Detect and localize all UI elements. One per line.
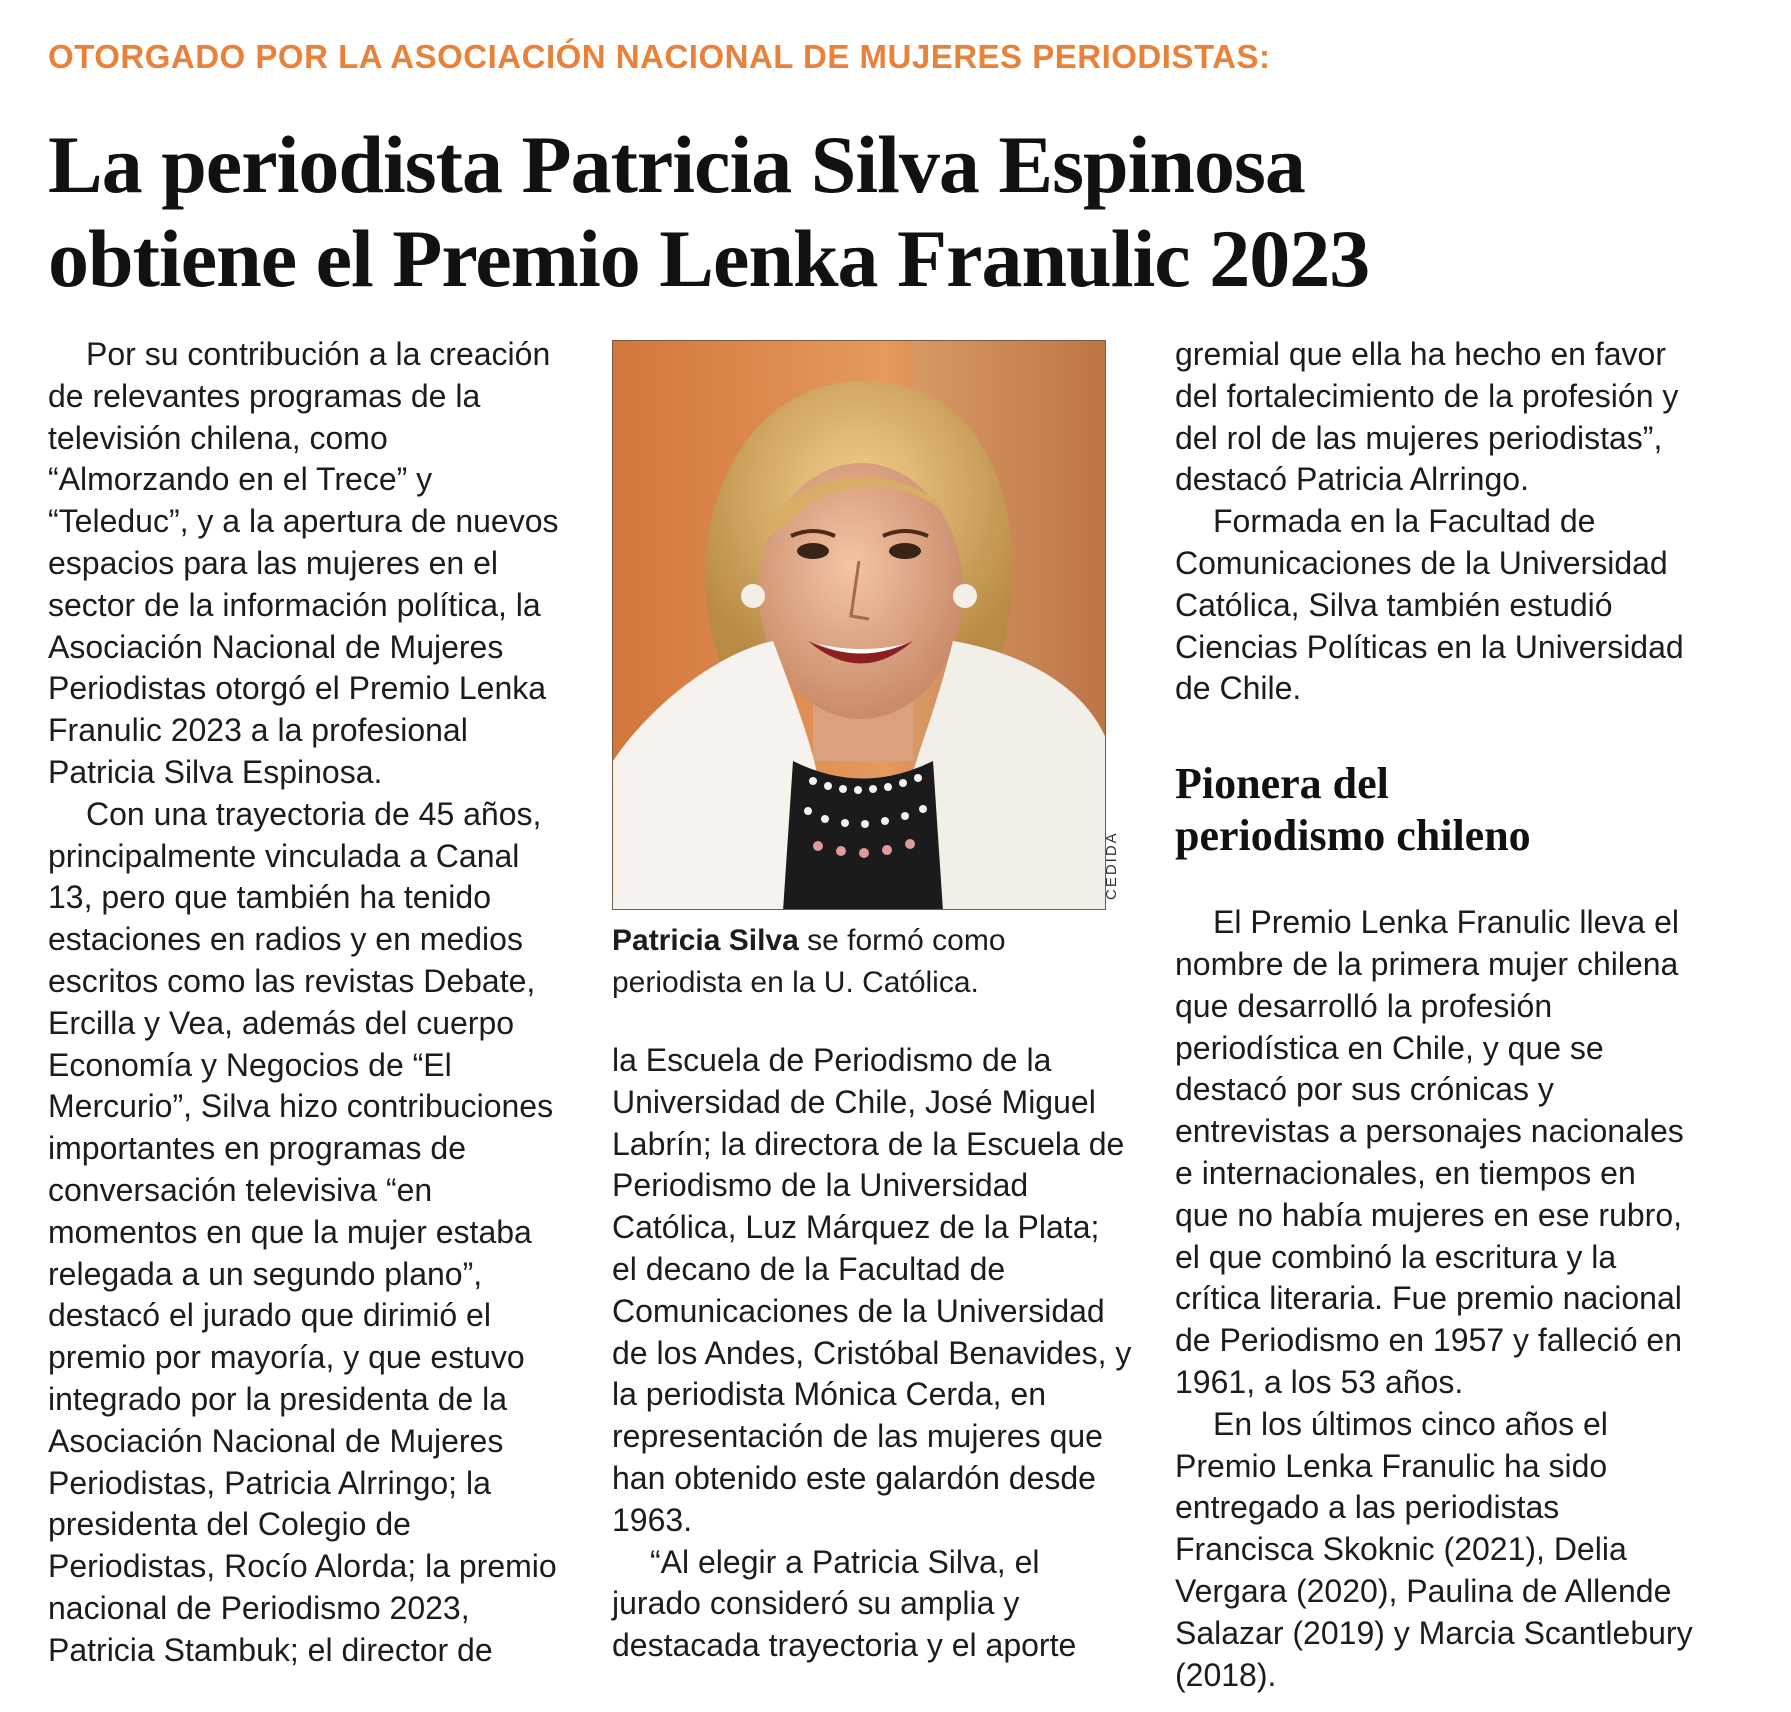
subhead-line-1: Pionera del: [1175, 759, 1389, 809]
article-column-1: [48, 334, 568, 1672]
headline: [48, 118, 1748, 306]
paragraph: la Escuela de Periodismo de la Universidad de Chile, José Miguel Labrín; la directora de la Escuela de Periodismo de la Universidad Católica, Luz Márquez de la Plata; el decano de la Facultad de Comunicaciones de la Universidad de los Andes, Cristóbal Benavides, y la periodista Mónica Cerda, en representación de las mujeres que han obtenido este galardón desde 1963.: [612, 1042, 1132, 1538]
paragraph: Formada en la Facultad de Comunicaciones de la Universidad Católica, Silva también estudió Ciencias Políticas en la Universidad de Chile.: [1175, 503, 1684, 707]
paragraph: En los últimos cinco años el Premio Lenka Franulic ha sido entregado a las periodistas Francisca Skoknic (2021), Delia Vergara (2020), Paulina de Allende Salazar (2019) y Marcia Scantlebury (2018).: [1175, 1405, 1693, 1693]
section-subhead: [1175, 758, 1695, 862]
paragraph: Por su contribución a la creación de relevantes programas de la televisión chilena, como “Almorzando en el Trece” y “Teleduc”, y a la apertura de nuevos espacios para las mujeres en el sector de la información política, la Asociación Nacional de Mujeres Periodistas otorgó el Premio Lenka Franulic 2023 a la profesional Patricia Silva Espinosa.: [48, 336, 559, 790]
portrait-photo: [612, 340, 1106, 910]
kicker: OTORGADO POR LA ASOCIACIÓN NACIONAL DE MUJERES PERIODISTAS:: [48, 38, 1271, 75]
paragraph: Con una trayectoria de 45 años, principalmente vinculada a Canal 13, pero que también ha tenido estaciones en radios y en medios escritos como las revistas Debate, Ercilla y Vea, además del cuerpo Economía y Negocios de “El Mercurio”, Silva hizo contribuciones importantes en programas de conversación televisiva “en momentos en que la mujer estaba relegada a un segundo plano”, destacó el jurado que dirimió el premio por mayoría, y que estuvo integrado por la presidenta de la Asociación Nacional de Mujeres Periodistas, Patricia Alrringo; la presidenta del Colegio de Periodistas, Rocío Alorda; la premio nacional de Periodismo 2023, Patricia Stambuk; el director de: [48, 795, 557, 1668]
article-column-2: [612, 1040, 1132, 1667]
portrait-image: [613, 341, 1106, 910]
subhead-line-2: periodismo chileno: [1175, 811, 1531, 861]
caption-text: se formó como periodista en la U. Católica.: [612, 924, 1006, 999]
paragraph: gremial que ella ha hecho en favor del fortalecimiento de la profesión y del rol de las mujeres periodistas”, destacó Patricia Alrringo.: [1175, 336, 1679, 498]
caption-name: Patricia Silva: [612, 924, 799, 957]
paragraph: El Premio Lenka Franulic lleva el nombre de la primera mujer chilena que desarrolló la profesión periodística en Chile, y que se destacó por sus crónicas y entrevistas a personajes nacionales e internacionales, en tiempos en que no había mujeres en ese rubro, el que combinó la escritura y la crítica literaria. Fue premio nacional de Periodismo en 1957 y falleció en 1961, a los 53 años.: [1175, 904, 1684, 1400]
article-column-3: [1175, 334, 1695, 1696]
photo-caption: [612, 920, 1112, 1004]
photo-credit: CEDIDA: [1103, 831, 1120, 900]
headline-line-1: La periodista Patricia Silva Espinosa: [48, 119, 1305, 210]
headline-line-2: obtiene el Premio Lenka Franulic 2023: [48, 213, 1370, 304]
paragraph: “Al elegir a Patricia Silva, el jurado consideró su amplia y destacada trayectoria y el aporte: [612, 1543, 1077, 1664]
